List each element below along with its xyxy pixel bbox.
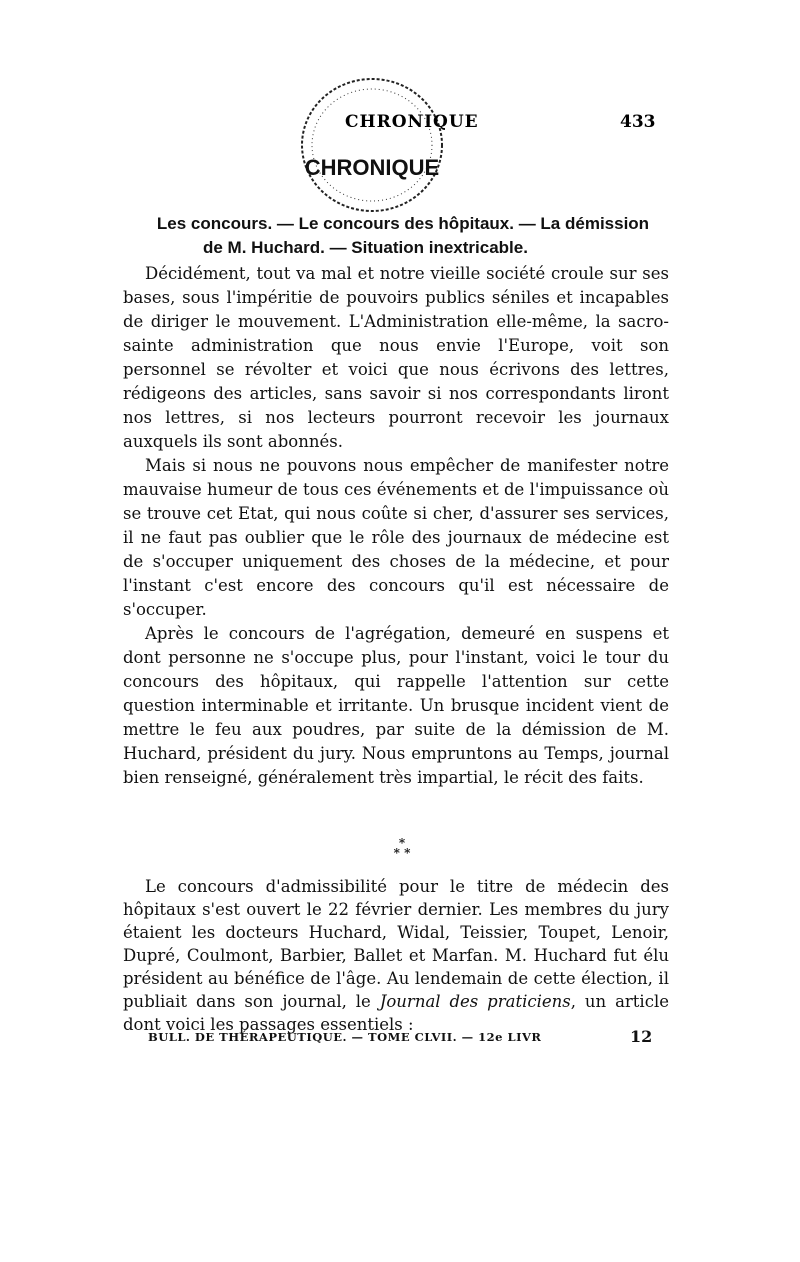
stamp-seal-graphic [292, 70, 452, 220]
asterism-glyph: * * [393, 846, 411, 860]
footer-signature-line: BULL. DE THÉRAPEUTIQUE. — TOME CLVII. — 12e LIVR [148, 1030, 542, 1044]
asterism-divider [372, 838, 432, 858]
paragraph: Après le concours de l'agrégation, demeuré en suspens et dont personne ne s'occupe plus, pour l'instant, voici le tour du concours des hôpitaux, qui rappelle l'attention sur cette question interminable et irritante. Un brusque incident vient de mettre le feu aux poudres, par suite de la démission de M. Huchard, président du jury. Nous empruntons au Temps, journal bien renseigné, généralement très impartial, le récit des faits. [123, 624, 669, 787]
paragraph [123, 875, 669, 1036]
paragraph: Décidément, tout va mal et notre vieille société croule sur ses bases, sous l'impéritie de pouvoirs publics séniles et incapables de diriger le mouvement. L'Administration elle-même, la sacro-sainte administration que nous envie l'Europe, voit son personnel se révolter et voici que nous écrivons des lettres, rédigeons des articles, sans savoir si nos correspondants liront nos lettres, si nos lecteurs pourront recevoir les journaux auxquels ils sont abonnés. [123, 264, 669, 451]
subheading-line-1: Les concours. — Le concours des hôpitaux. — La démission [156, 214, 650, 233]
article-body [123, 262, 669, 790]
section-subheading [123, 212, 683, 260]
paragraph-text: Le concours d'admissibilité pour le titre de médecin des hôpitaux s'est ouvert le 22 février dernier. Les membres du jury étaient les docteurs Huchard, Widal, Teissier, Toupet, Lenoir, Dupré, Coulmont, Barbier, Ballet et Marfan. M. Huchard fut élu président au bénéfice de l'âge. Au lendemain de cette élection, il publiait dans son journal, le [123, 877, 669, 1011]
journal-title: Journal des praticiens [379, 992, 571, 1011]
subheading-line-2: de M. Huchard. — Situation inextricable. [203, 238, 528, 257]
page-number: 433 [620, 112, 656, 132]
paragraph: Mais si nous ne pouvons nous empêcher de manifester notre mauvaise humeur de tous ces événements et de l'impuissance où se trouve cet Etat, qui nous coûte si cher, d'assurer ses services, il ne faut pas oublier que le rôle des journaux de médecine est de s'occuper uniquement des choses de la médecine, et pour l'instant c'est encore des concours qu'il est nécessaire de s'occuper. [123, 456, 669, 619]
signature-mark: 12 [630, 1027, 653, 1046]
svg-text:CHRONIQUE: CHRONIQUE [304, 155, 440, 180]
library-stamp [292, 70, 452, 220]
paragraph-text-end: , un article dont voici les passages essentiels : [123, 992, 669, 1034]
running-head: CHRONIQUE [345, 112, 479, 132]
asterism-glyph: * [398, 836, 406, 850]
second-section [123, 875, 669, 1036]
